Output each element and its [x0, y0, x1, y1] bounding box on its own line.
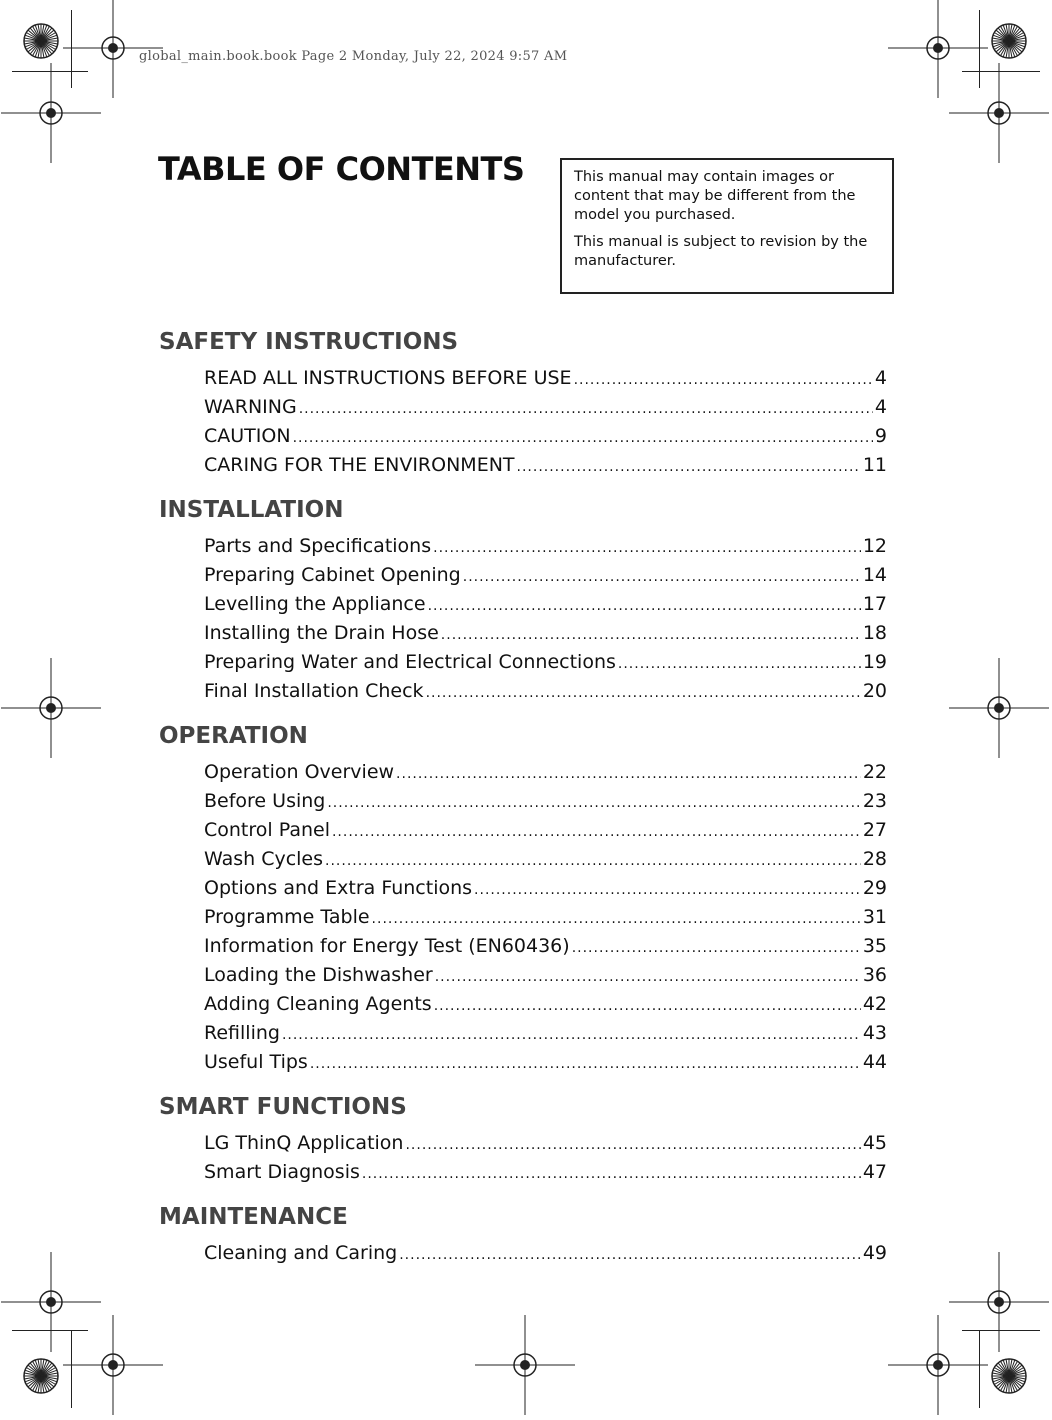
toc-entry-label: Information for Energy Test (EN60436): [204, 935, 570, 957]
toc-entry-page: 17: [862, 593, 887, 615]
toc-entry[interactable]: [204, 451, 887, 480]
trim-line: [979, 1330, 980, 1408]
toc-section-heading: SMART FUNCTIONS: [159, 1094, 407, 1120]
toc-dot-leader: [434, 992, 861, 1021]
toc-entry-page: 11: [862, 454, 887, 476]
toc-entry-label: Final Installation Check: [204, 680, 424, 702]
toc-entry-label: Useful Tips: [204, 1051, 308, 1073]
page-title: TABLE OF CONTENTS: [158, 150, 525, 188]
toc-entry[interactable]: [204, 816, 887, 845]
registration-mark-icon: [58, 1310, 168, 1420]
trim-line: [979, 10, 980, 88]
trim-line: [12, 1330, 88, 1331]
toc-section: [159, 326, 887, 480]
registration-mark-icon: [944, 653, 1052, 763]
toc-entry[interactable]: [204, 364, 887, 393]
toc-entry-label: Installing the Drain Hose: [204, 622, 439, 644]
toc-entry[interactable]: [204, 619, 887, 648]
toc-entry-page: 49: [862, 1242, 887, 1264]
trim-line: [71, 1330, 72, 1408]
toc-entry[interactable]: [204, 932, 887, 961]
toc-dot-leader: [362, 1160, 861, 1189]
toc-entry-label: CARING FOR THE ENVIRONMENT: [204, 454, 515, 476]
color-target-icon: [989, 1356, 1029, 1396]
toc-entry[interactable]: [204, 1019, 887, 1048]
toc-entry-label: Loading the Dishwasher: [204, 964, 433, 986]
toc-entry[interactable]: [204, 422, 887, 451]
toc-dot-leader: [332, 818, 861, 847]
toc-entry-label: Preparing Cabinet Opening: [204, 564, 461, 586]
toc-entry-page: 28: [862, 848, 887, 870]
toc-dot-leader: [396, 760, 861, 789]
color-target-icon: [21, 21, 61, 61]
toc-entry-page: 20: [862, 680, 887, 702]
toc-entry[interactable]: [204, 787, 887, 816]
toc-entry-page: 23: [862, 790, 887, 812]
toc-entry-label: Options and Extra Functions: [204, 877, 473, 899]
toc-dot-leader: [282, 1021, 861, 1050]
toc-dot-leader: [325, 847, 861, 876]
toc-entry[interactable]: [204, 1129, 887, 1158]
toc-dot-leader: [310, 1050, 861, 1079]
toc-entry-page: 4: [874, 367, 887, 389]
toc-dot-leader: [572, 934, 861, 963]
toc-dot-leader: [426, 679, 861, 708]
toc-dot-leader: [293, 424, 873, 453]
toc-entry-label: Preparing Water and Electrical Connections: [204, 651, 616, 673]
toc-entry-label: Levelling the Appliance: [204, 593, 426, 615]
toc-dot-leader: [327, 789, 860, 818]
trim-line: [12, 71, 88, 72]
toc-section: [159, 1091, 887, 1187]
toc-entry[interactable]: [204, 1158, 887, 1187]
color-target-icon: [989, 21, 1029, 61]
toc-dot-leader: [405, 1131, 860, 1160]
toc-dot-leader: [463, 563, 861, 592]
toc-entry-page: 42: [862, 993, 887, 1015]
toc-entry-page: 44: [862, 1051, 887, 1073]
toc-entry-label: Parts and Specifications: [204, 535, 432, 557]
toc-dot-leader: [433, 534, 861, 563]
toc-entry-label: CAUTION: [204, 425, 291, 447]
toc-entry-label: Adding Cleaning Agents: [204, 993, 432, 1015]
toc-section-heading: OPERATION: [159, 723, 308, 749]
toc-entry-label: Wash Cycles: [204, 848, 324, 870]
toc-entry-page: 27: [862, 819, 887, 841]
registration-mark-icon: [470, 1310, 580, 1420]
toc-dot-leader: [474, 876, 861, 905]
table-of-contents: [159, 326, 887, 1282]
registration-mark-icon: [944, 58, 1052, 168]
toc-dot-leader: [399, 1241, 861, 1270]
toc-entry-page: 31: [862, 906, 887, 928]
toc-entry-label: Control Panel: [204, 819, 330, 841]
toc-entry[interactable]: [204, 532, 887, 561]
toc-entry-label: Refilling: [204, 1022, 280, 1044]
toc-dot-leader: [435, 963, 861, 992]
registration-mark-icon: [0, 58, 106, 168]
color-target-icon: [21, 1356, 61, 1396]
toc-entry-page: 45: [862, 1132, 887, 1154]
trim-line: [962, 1330, 1040, 1331]
notice-text-2: This manual is subject to revision by the manufacturer.: [574, 234, 868, 269]
toc-entry-label: WARNING: [204, 396, 297, 418]
toc-entry-label: READ ALL INSTRUCTIONS BEFORE USE: [204, 367, 572, 389]
toc-entry-label: LG ThinQ Application: [204, 1132, 404, 1154]
toc-entry-label: Operation Overview: [204, 761, 395, 783]
registration-mark-icon: [0, 653, 106, 763]
toc-section-heading: INSTALLATION: [159, 497, 344, 523]
toc-section: [159, 494, 887, 706]
toc-entry[interactable]: [204, 677, 887, 706]
registration-mark-icon: [883, 1310, 993, 1420]
toc-section-heading: MAINTENANCE: [159, 1204, 348, 1230]
toc-section-heading: SAFETY INSTRUCTIONS: [159, 329, 459, 355]
toc-entry-page: 43: [862, 1022, 887, 1044]
header-stamp: global_main.book.book Page 2 Monday, July 22, 2024 9:57 AM: [139, 49, 568, 64]
toc-entry-page: 19: [862, 651, 887, 673]
toc-entry[interactable]: [204, 874, 887, 903]
toc-dot-leader: [372, 905, 861, 934]
toc-entry-page: 47: [862, 1161, 887, 1183]
toc-entry[interactable]: [204, 1048, 887, 1077]
toc-entry[interactable]: [204, 961, 887, 990]
toc-entry[interactable]: [204, 990, 887, 1019]
toc-section: [159, 1201, 887, 1268]
toc-entry[interactable]: [204, 845, 887, 874]
toc-dot-leader: [428, 592, 861, 621]
toc-dot-leader: [441, 621, 861, 650]
toc-dot-leader: [517, 453, 861, 482]
toc-entry-page: 14: [862, 564, 887, 586]
toc-entry[interactable]: [204, 903, 887, 932]
toc-entry-page: 35: [862, 935, 887, 957]
toc-entry-page: 12: [862, 535, 887, 557]
toc-entry-page: 29: [862, 877, 887, 899]
toc-entry-page: 18: [862, 622, 887, 644]
notice-text-1: This manual may contain images or content that may be different from the model you purchased.: [574, 169, 856, 223]
notice-box: [560, 158, 894, 294]
toc-entry[interactable]: [204, 590, 887, 619]
toc-entry[interactable]: [204, 393, 887, 422]
toc-section: [159, 720, 887, 1077]
toc-entry-page: 36: [862, 964, 887, 986]
toc-entry-page: 22: [862, 761, 887, 783]
toc-entry-label: Programme Table: [204, 906, 370, 928]
toc-entry-label: Cleaning and Caring: [204, 1242, 398, 1264]
trim-line: [71, 10, 72, 88]
toc-dot-leader: [574, 366, 873, 395]
trim-line: [962, 71, 1040, 72]
toc-dot-leader: [618, 650, 861, 679]
toc-entry-page: 4: [874, 396, 887, 418]
toc-entry-page: 9: [874, 425, 887, 447]
toc-entry[interactable]: [204, 1239, 887, 1268]
toc-entry[interactable]: [204, 758, 887, 787]
toc-entry-label: Smart Diagnosis: [204, 1161, 360, 1183]
toc-dot-leader: [299, 395, 873, 424]
toc-entry-label: Before Using: [204, 790, 326, 812]
toc-entry[interactable]: [204, 648, 887, 677]
toc-entry[interactable]: [204, 561, 887, 590]
